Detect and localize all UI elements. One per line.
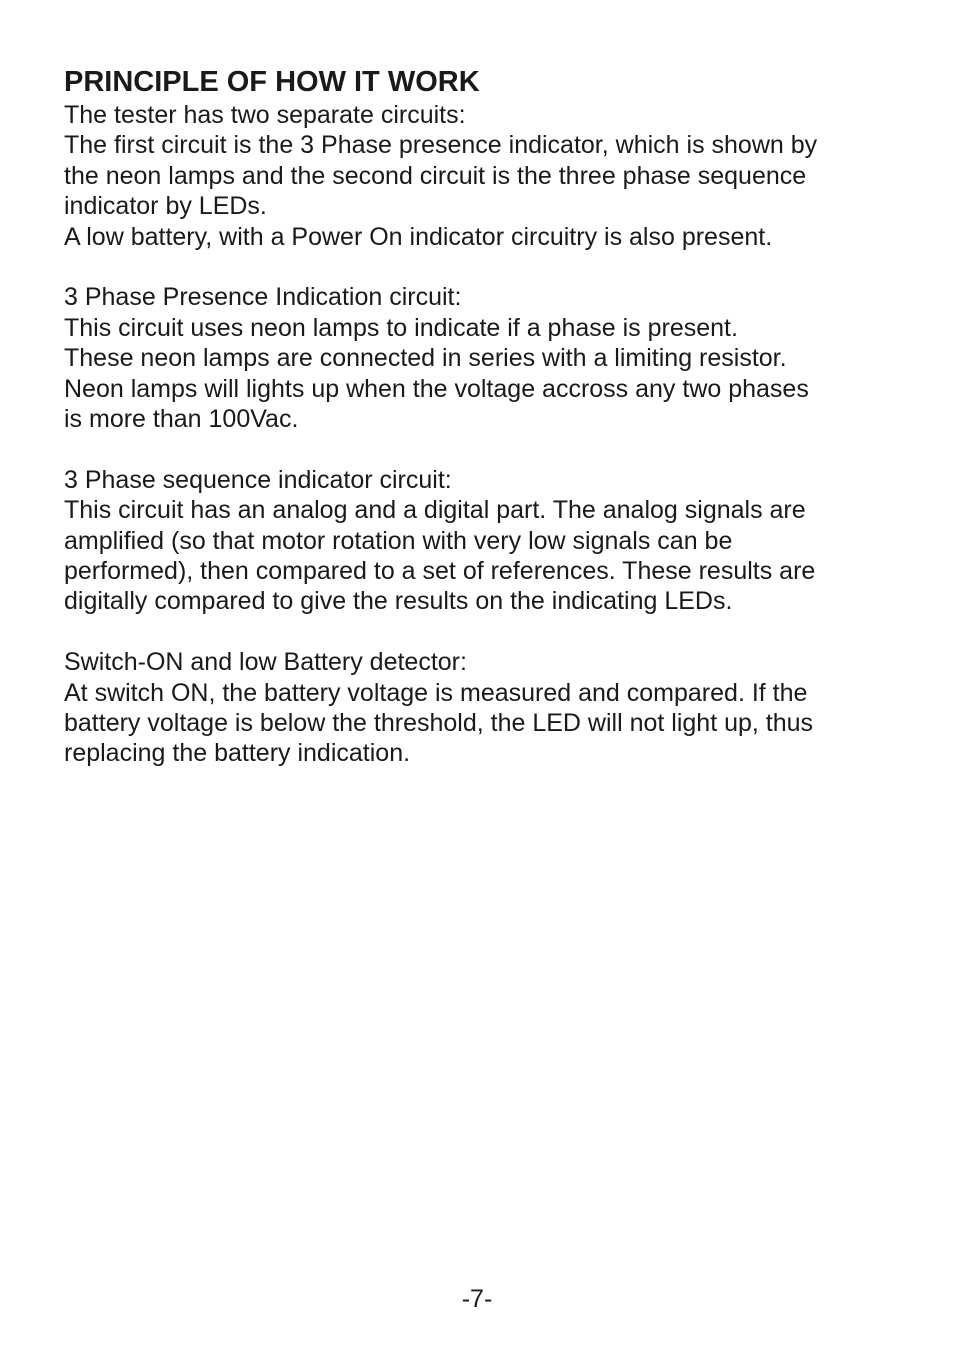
paragraph-spacer [64, 617, 904, 647]
intro-paragraph [64, 100, 904, 252]
text-line: battery voltage is below the threshold, the LED will not light up, thus [64, 709, 814, 738]
text-line: is more than 100Vac. [64, 405, 299, 434]
text-line: The first circuit is the 3 Phase presence indicator, which is shown by [64, 131, 818, 160]
section-phase-sequence [64, 465, 904, 617]
text-line: A low battery, with a Power On indicator circuitry is also present. [64, 222, 773, 251]
text-line: At switch ON, the battery voltage is measured and compared. If the [64, 678, 808, 707]
text-line: replacing the battery indication. [64, 739, 411, 768]
text-line: These neon lamps are connected in series with a limiting resistor. [64, 344, 787, 373]
text-line: Neon lamps will lights up when the voltage accross any two phases [64, 374, 809, 403]
paragraph-spacer [64, 252, 904, 282]
document-body [64, 64, 904, 769]
text-line: This circuit has an analog and a digital part. The analog signals are [64, 496, 806, 525]
section-phase-presence [64, 282, 904, 434]
section-battery-detector [64, 647, 904, 769]
text-line: The tester has two separate circuits: [64, 101, 466, 129]
text-line: performed), then compared to a set of references. These results are [64, 557, 816, 586]
paragraph-spacer [64, 434, 904, 464]
text-line: This circuit uses neon lamps to indicate if a phase is present. [64, 313, 738, 342]
text-line: digitally compared to give the results on the indicating LEDs. [64, 587, 733, 616]
text-line: amplified (so that motor rotation with very low signals can be [64, 526, 733, 555]
text-line: the neon lamps and the second circuit is the three phase sequence [64, 161, 807, 190]
section-heading: 3 Phase Presence Indication circuit: [64, 283, 462, 312]
page-number: -7- [461, 1285, 493, 1313]
section-heading: 3 Phase sequence indicator circuit: [64, 465, 452, 494]
section-heading: Switch-ON and low Battery detector: [64, 648, 467, 677]
page-title: PRINCIPLE OF HOW IT WORK [64, 66, 480, 98]
text-line: indicator by LEDs. [64, 192, 267, 221]
